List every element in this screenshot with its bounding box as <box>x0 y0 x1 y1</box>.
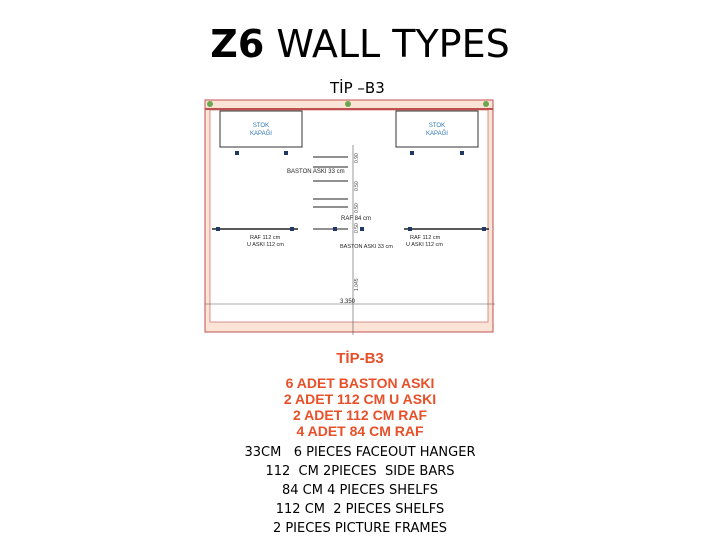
dim-b: 0.50 <box>354 181 360 191</box>
u-right-label1: RAF 112 cm <box>410 235 441 241</box>
english-line-2: 112 CM 2PIECES SIDE BARS <box>265 464 455 479</box>
bracket-icon <box>408 227 412 231</box>
turkish-heading: TİP-B3 <box>336 350 384 367</box>
u-left-label2: U ASKI 112 cm <box>247 242 284 248</box>
turkish-line-4: 4 ADET 84 CM RAF <box>296 423 424 439</box>
turkish-line-3: 2 ADET 112 CM RAF <box>292 407 428 423</box>
english-summary <box>0 443 720 538</box>
bracket-icon <box>410 151 414 155</box>
english-line-3: 84 CM 4 PIECES SHELFS <box>281 483 439 498</box>
screw-icon <box>345 101 351 107</box>
right-box-line1: STOK <box>428 123 446 129</box>
page-title-rest: WALL TYPES <box>264 22 510 66</box>
bracket-icon <box>216 227 220 231</box>
dim-d: 0.50 <box>354 223 360 233</box>
screw-icon <box>207 101 213 107</box>
right-stock-cover <box>396 111 478 147</box>
bracket-icon <box>333 227 337 231</box>
baston-bottom-label: BASTON ASKI 33 cm <box>340 244 393 250</box>
bracket-icon <box>290 227 294 231</box>
page-title-bold: Z6 <box>210 22 265 66</box>
bracket-icon <box>460 151 464 155</box>
bracket-icon <box>284 151 288 155</box>
screw-icon <box>483 101 489 107</box>
english-line-1: 33CM 6 PIECES FACEOUT HANGER <box>244 445 476 460</box>
turkish-line-1: 6 ADET BASTON ASKI <box>285 375 435 391</box>
wall-elevation-drawing <box>200 95 500 340</box>
dim-a: 0.90 <box>354 153 360 163</box>
type-subtitle: TİP –B3 <box>330 79 385 97</box>
left-stock-cover <box>220 111 302 147</box>
baston-top-label: BASTON ASKI 33 cm <box>287 169 345 175</box>
left-box-line2: KAPAĞI <box>250 131 272 137</box>
dim-e: 1.045 <box>354 278 360 291</box>
right-box-line2: KAPAĞI <box>426 131 448 137</box>
raf-label: RAF 84 cm <box>341 216 372 222</box>
english-line-5: 2 PIECES PICTURE FRAMES <box>272 521 448 536</box>
turkish-line-2: 2 ADET 112 CM U ASKI <box>283 391 437 407</box>
u-right-label2: U ASKI 112 cm <box>406 242 443 248</box>
bracket-icon <box>360 227 364 231</box>
english-line-4: 112 CM 2 PIECES SHELFS <box>275 502 445 517</box>
page-title <box>0 22 720 66</box>
bracket-icon <box>482 227 486 231</box>
turkish-summary <box>0 350 720 439</box>
dim-total: 3.350 <box>340 299 356 305</box>
bracket-icon <box>235 151 239 155</box>
dim-c: 0.50 <box>354 203 360 213</box>
u-left-label1: RAF 112 cm <box>250 235 281 241</box>
left-box-line1: STOK <box>252 123 270 129</box>
